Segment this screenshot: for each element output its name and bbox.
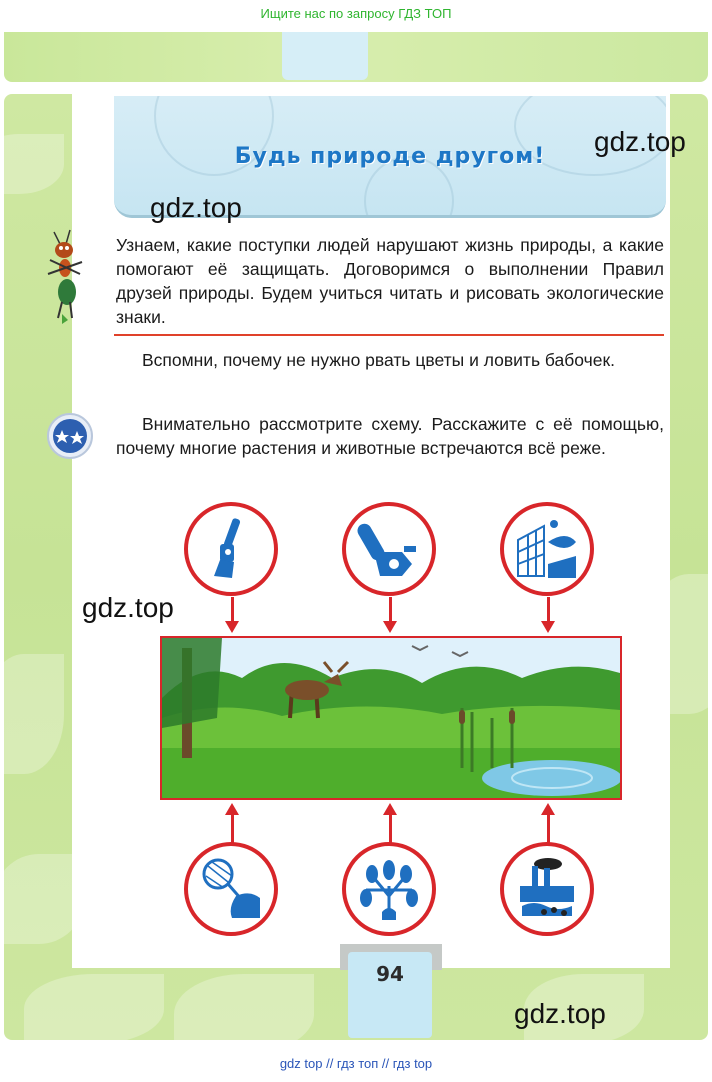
flower-bouquet-sign [342, 842, 436, 936]
lesson-intro-text: Узнаем, какие поступки людей нарушают жизнь природы, а какие помогают её защищать. Договоримся о выполнении Правил друзей природы. Будем учиться читать и рисовать экологические знаки. [116, 235, 664, 327]
watermark: gdz.top [514, 998, 606, 1029]
flower-bouquet-icon [356, 856, 422, 922]
page-number: 94 [348, 952, 432, 1038]
arrow-down [389, 597, 392, 623]
recall-question-text: Вспомни, почему не нужно рвать цветы и ловить бабочек. [142, 350, 616, 370]
chainsaw-sign [342, 502, 436, 596]
arrow-up [547, 813, 550, 843]
lesson-title: Будь природе другом! [234, 144, 546, 169]
gun-sign [184, 502, 278, 596]
group-work-stars-icon [46, 412, 94, 460]
butterfly-net-sign [184, 842, 278, 936]
gun-icon [198, 516, 264, 582]
arrow-down [547, 597, 550, 623]
arrow-down [231, 597, 234, 623]
factory-pollution-icon [514, 856, 580, 922]
previous-page-tab [282, 32, 368, 80]
watermark: gdz.top [594, 126, 686, 157]
top-banner-link[interactable]: Ищите нас по запросу ГДЗ ТОП [260, 6, 452, 21]
fishing-net-sign [500, 502, 594, 596]
watermark: gdz.top [150, 192, 242, 223]
previous-page-strip [4, 32, 708, 82]
divider-line [114, 334, 664, 336]
fishing-net-icon [514, 516, 580, 582]
butterfly-net-icon [198, 856, 264, 922]
ant-mascot-icon [40, 226, 90, 326]
arrow-up [389, 813, 392, 843]
bottom-banner-links[interactable]: gdz top // гдз топ // гдз top [279, 1056, 433, 1071]
arrow-up [231, 813, 234, 843]
factory-pollution-sign [500, 842, 594, 936]
chainsaw-icon [356, 516, 422, 582]
watermark: gdz.top [82, 592, 174, 623]
task-text: Внимательно рассмотрите схему. Расскажите с её помощью, почему многие растения и животные встречаются всё реже. [116, 414, 664, 458]
nature-scene-illustration [160, 636, 622, 800]
